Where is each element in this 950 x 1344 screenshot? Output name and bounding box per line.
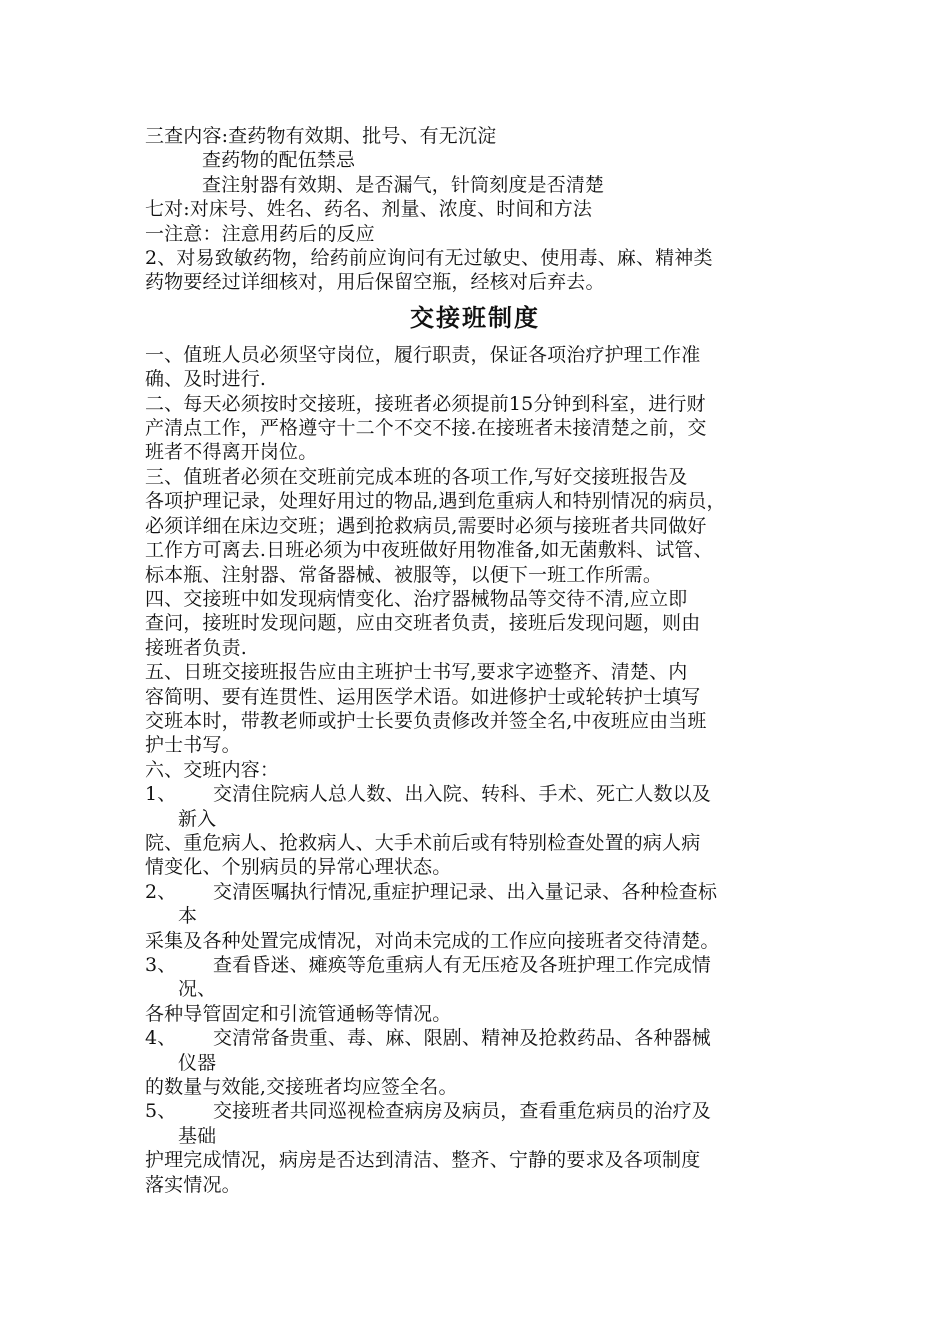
list-item [145,1026,815,1099]
item-continuation: 况、 [178,978,217,1001]
text-line: 工作方可离去.日班必须为中夜班做好用物准备,如无菌敷料、试管、 [145,539,713,562]
text-line: 落实情况。 [145,1173,241,1196]
list-item [145,880,815,953]
list-item [145,953,815,1026]
paragraph-5 [145,660,815,758]
item-number: 2、 [145,880,177,903]
item-number: 5、 [145,1100,177,1123]
paragraph-3 [145,465,815,587]
text-line: 院、重危病人、抢救病人、大手术前后或有特别检查处置的病人病 [145,831,701,854]
text-line: 查问，接班时发现问题，应由交班者负责，接班后发现问题，则由 [145,612,701,635]
text-line: 采集及各种处置完成情况，对尚未完成的工作应向接班者交待清楚。 [145,929,720,952]
text-line: 一注意：注意用药后的反应 [145,222,375,245]
item-continuation: 仪器 [178,1051,217,1074]
text-line: 交班本时，带教老师或护士长要负责修改并签全名,中夜班应由当班 [145,709,707,732]
item-number: 1、 [145,783,177,806]
text-line: 接班者负责. [145,636,247,659]
text-line: 情变化、个别病员的异常心理状态。 [145,856,452,879]
text-line: 七对:对床号、姓名、药名、剂量、浓度、时间和方法 [145,198,593,221]
item-continuation: 基础 [178,1124,217,1147]
text-line: 查药物的配伍禁忌 [202,149,356,172]
paragraph-4 [145,587,815,660]
document-page [145,124,815,1197]
list-item [145,782,815,880]
text-line: 四、交接班中如发现病情变化、治疗器械物品等交待不清,应立即 [145,587,688,610]
item-number: 3、 [145,954,177,976]
section-title: 交接班制度 [410,303,540,332]
item-text: 交接班者共同巡视检查病房及病员，查看重危病员的治疗及 [213,1100,711,1123]
text-line: 2、对易致敏药物，给药前应询问有无过敏史、使用毒、麻、精神类 [145,247,713,270]
text-line: 确、及时进行. [145,368,267,391]
item-continuation: 新入 [178,807,217,830]
text-line: 查注射器有效期、是否漏气，针筒刻度是否清楚 [202,173,605,196]
text-line: 的数量与效能,交接班者均应签全名。 [145,1076,458,1099]
text-line: 各项护理记录，处理好用过的物品,遇到危重病人和特别情况的病员， [145,490,726,513]
item-text: 交清医嘱执行情况,重症护理记录、出入量记录、各种检查标 [213,880,718,903]
text-line: 二、每天必须按时交接班，接班者必须提前15分钟到科室，进行财 [145,392,706,415]
text-line: 各种导管固定和引流管通畅等情况。 [145,1002,452,1025]
medication-check-section [145,124,815,295]
handover-items-list [145,782,815,1197]
item-continuation: 本 [178,905,198,928]
text-line: 标本瓶、注射器、常备器械、被服等，以便下一班工作所需。 [145,563,663,586]
text-line: 容简明、要有连贯性、运用医学术语。如进修护士或轮转护士填写 [145,685,701,708]
paragraph-1 [145,343,815,392]
paragraph-6-heading: 六、交班内容： [145,758,280,781]
text-line: 一、值班人员必须坚守岗位，履行职责，保证各项治疗护理工作准 [145,343,701,366]
text-line: 班者不得离开岗位。 [145,441,318,464]
item-text: 交清常备贵重、毒、麻、限剧、精神及抢救药品、各种器械 [213,1027,711,1050]
text-line: 药物要经过详细核对，用后保留空瓶，经核对后弃去。 [145,271,605,294]
item-text: 交清住院病人总人数、出入院、转科、手术、死亡人数以及 [213,783,711,806]
item-number: 4、 [145,1027,177,1050]
text-line: 五、日班交接班报告应由主班护士书写,要求字迹整齐、清楚、内 [145,661,688,684]
text-line: 三查内容:查药物有效期、批号、有无沉淀 [145,125,497,147]
text-line: 护理完成情况，病房是否达到清洁、整齐、宁静的要求及各项制度 [145,1149,701,1172]
item-text: 查看昏迷、瘫痪等危重病人有无压疮及各班护理工作完成情 [213,954,711,976]
paragraph-2 [145,392,815,465]
text-line: 必须详细在床边交班；遇到抢救病员,需要时必须与接班者共同做好 [145,514,707,537]
text-line: 三、值班者必须在交班前完成本班的各项工作,写好交接班报告及 [145,465,688,488]
list-item [145,1099,815,1197]
text-line: 护士书写。 [145,734,241,757]
text-line: 产清点工作，严格遵守十二个不交不接.在接班者未接清楚之前，交 [145,417,707,440]
